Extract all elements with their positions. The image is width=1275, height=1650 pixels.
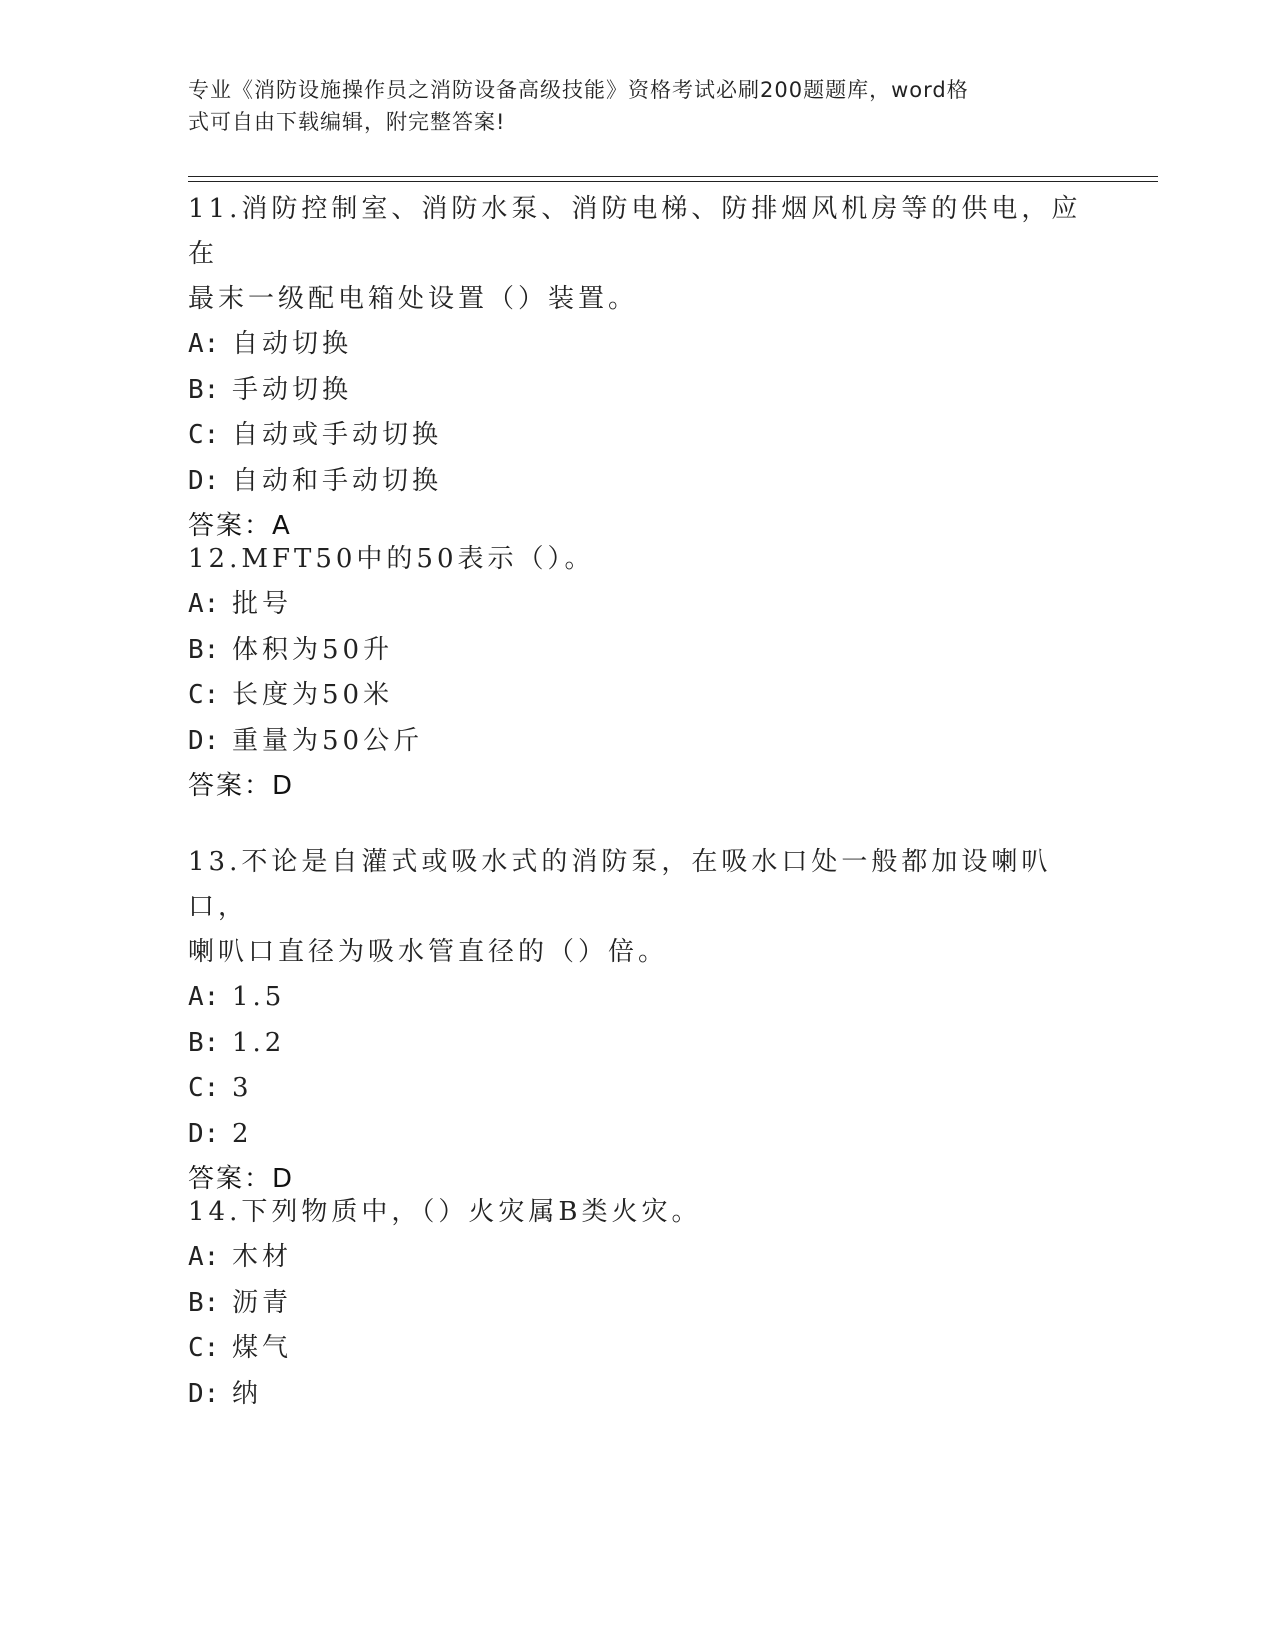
option-letter: B: bbox=[188, 1027, 220, 1058]
question-line: 13.不论是自灌式或吸水式的消防泵，在吸水口处一般都加设喇叭口， bbox=[188, 847, 1052, 922]
option-text: 沥青 bbox=[232, 1287, 293, 1318]
option-letter: B: bbox=[188, 634, 220, 665]
question-line: 11.消防控制室、消防水泵、消防电梯、防排烟风机房等的供电，应在 bbox=[188, 194, 1082, 269]
option-text: 体积为50升 bbox=[232, 634, 394, 665]
option-d bbox=[188, 719, 1108, 765]
option-b bbox=[188, 1021, 1108, 1067]
option-text: 煤气 bbox=[232, 1333, 293, 1363]
option-d bbox=[188, 1372, 1108, 1418]
header-line-2: 式可自由下载编辑，附完整答案! bbox=[188, 110, 506, 134]
answer-line: 答案：D bbox=[188, 771, 295, 801]
option-c bbox=[188, 1066, 1108, 1112]
option-letter: C: bbox=[188, 1333, 220, 1363]
question-line: 12.MFT50中的50表示（）。 bbox=[188, 544, 595, 574]
option-c bbox=[188, 673, 1108, 719]
option-c bbox=[188, 1326, 1108, 1372]
option-text: 长度为50米 bbox=[232, 680, 394, 710]
option-letter: D: bbox=[188, 725, 220, 756]
option-letter: A: bbox=[188, 329, 220, 359]
option-text: 1.2 bbox=[232, 1027, 286, 1058]
option-d bbox=[188, 1112, 1108, 1158]
option-a bbox=[188, 975, 1108, 1021]
option-letter: C: bbox=[188, 1073, 220, 1103]
option-text: 重量为50公斤 bbox=[232, 725, 424, 756]
option-b bbox=[188, 628, 1108, 674]
option-a bbox=[188, 582, 1108, 628]
option-letter: B: bbox=[188, 374, 220, 405]
option-a bbox=[188, 1235, 1108, 1281]
option-text: 自动切换 bbox=[232, 329, 353, 359]
option-d bbox=[188, 459, 1108, 505]
option-text: 批号 bbox=[232, 589, 293, 619]
option-text: 木材 bbox=[232, 1242, 293, 1272]
question-line: 最末一级配电箱处设置（）装置。 bbox=[188, 284, 639, 314]
header-line-1: 专业《消防设施操作员之消防设备高级技能》资格考试必刷200题题库，word格 bbox=[188, 78, 969, 102]
question-block bbox=[188, 840, 1108, 1202]
option-text: 纳 bbox=[232, 1378, 263, 1409]
option-letter: D: bbox=[188, 1118, 220, 1149]
option-text: 自动和手动切换 bbox=[232, 465, 443, 496]
question-block bbox=[188, 1190, 1108, 1417]
option-letter: A: bbox=[188, 589, 220, 619]
option-c bbox=[188, 413, 1108, 459]
header-divider-bottom bbox=[188, 181, 1158, 182]
option-letter: C: bbox=[188, 420, 220, 450]
question-line: 14.下列物质中，（）火灾属B类火灾。 bbox=[188, 1197, 702, 1227]
option-letter: D: bbox=[188, 465, 220, 496]
option-text: 3 bbox=[232, 1073, 253, 1103]
header-divider-top bbox=[188, 176, 1158, 177]
option-letter: B: bbox=[188, 1287, 220, 1318]
question-line: 喇叭口直径为吸水管直径的（）倍。 bbox=[188, 937, 669, 967]
document-header bbox=[188, 74, 1068, 138]
question-block bbox=[188, 187, 1108, 549]
question-block bbox=[188, 537, 1108, 809]
option-letter: D: bbox=[188, 1378, 220, 1409]
option-text: 1.5 bbox=[232, 982, 286, 1012]
option-b bbox=[188, 368, 1108, 414]
option-text: 手动切换 bbox=[232, 374, 353, 405]
option-letter: C: bbox=[188, 680, 220, 710]
option-letter: A: bbox=[188, 1242, 220, 1272]
option-letter: A: bbox=[188, 982, 220, 1012]
option-text: 2 bbox=[232, 1118, 253, 1149]
option-b bbox=[188, 1281, 1108, 1327]
answer-line: 答案：D bbox=[188, 1164, 295, 1194]
answer-line: 答案：A bbox=[188, 511, 292, 541]
option-text: 自动或手动切换 bbox=[232, 420, 443, 450]
option-a bbox=[188, 322, 1108, 368]
